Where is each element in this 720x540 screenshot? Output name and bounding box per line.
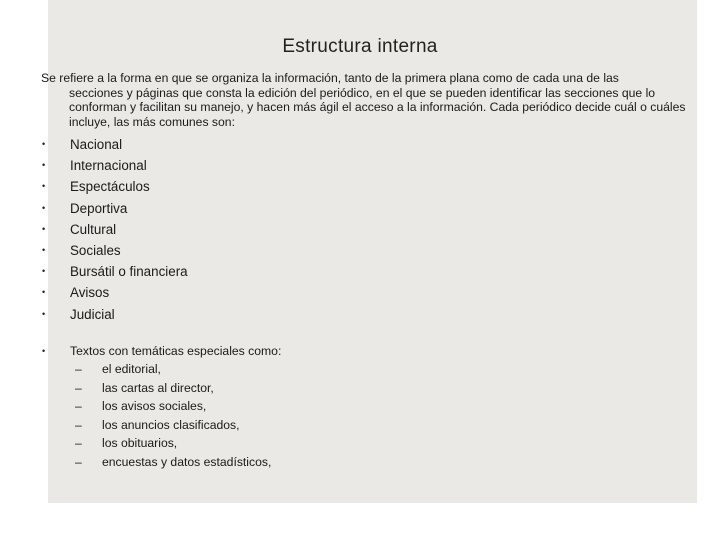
intro-continuation: secciones y páginas que consta la edición del periódico, en el que se pueden identificar las secciones que lo conforman y facilitan su manejo, y hacen más ágil el acceso a la información. Cada periódico decide cuál o cuáles incluye, las más comunes son: bbox=[69, 85, 686, 129]
section-label: Cultural bbox=[70, 221, 117, 237]
bullet-icon: • bbox=[42, 160, 46, 171]
dash-icon: – bbox=[75, 362, 82, 376]
dash-icon: – bbox=[75, 454, 82, 469]
section-label: Internacional bbox=[70, 158, 147, 174]
section-label: Sociales bbox=[70, 242, 121, 258]
bullet-icon: • bbox=[42, 202, 46, 213]
section-label: Judicial bbox=[70, 306, 115, 322]
bullet-icon: • bbox=[42, 308, 46, 319]
bullet-icon: • bbox=[42, 244, 46, 255]
special-topics-label: Textos con temáticas especiales como: bbox=[70, 344, 282, 358]
section-label: Bursátil o financiera bbox=[70, 264, 188, 280]
special-topic-label: encuestas y datos estadísticos, bbox=[102, 454, 272, 469]
dash-icon: – bbox=[75, 436, 82, 450]
special-topic-label: el editorial, bbox=[102, 362, 161, 376]
special-topic-label: los avisos sociales, bbox=[102, 399, 207, 413]
dash-icon: – bbox=[75, 399, 82, 413]
slide-title: Estructura interna bbox=[282, 36, 438, 57]
bullet-icon: • bbox=[42, 139, 46, 149]
bullet-icon: • bbox=[42, 181, 46, 192]
special-topic-label: los obituarios, bbox=[102, 436, 178, 450]
intro-paragraph bbox=[41, 71, 691, 129]
dash-icon: – bbox=[75, 417, 82, 432]
special-topic-label: los anuncios clasificados, bbox=[102, 417, 240, 432]
special-topic-label: las cartas al director, bbox=[102, 380, 214, 395]
dash-icon: – bbox=[75, 380, 82, 395]
bullet-icon: • bbox=[42, 346, 46, 356]
intro-first-line: Se refiere a la forma en que se organiza la información, tanto de la primera plana como de cada una de las bbox=[41, 71, 619, 85]
section-label: Avisos bbox=[70, 285, 110, 301]
section-label: Nacional bbox=[70, 137, 123, 152]
bullet-icon: • bbox=[42, 266, 46, 277]
bullet-icon: • bbox=[42, 287, 46, 298]
section-label: Espectáculos bbox=[70, 179, 150, 195]
section-label: Deportiva bbox=[70, 200, 128, 216]
bullet-icon: • bbox=[42, 223, 46, 234]
